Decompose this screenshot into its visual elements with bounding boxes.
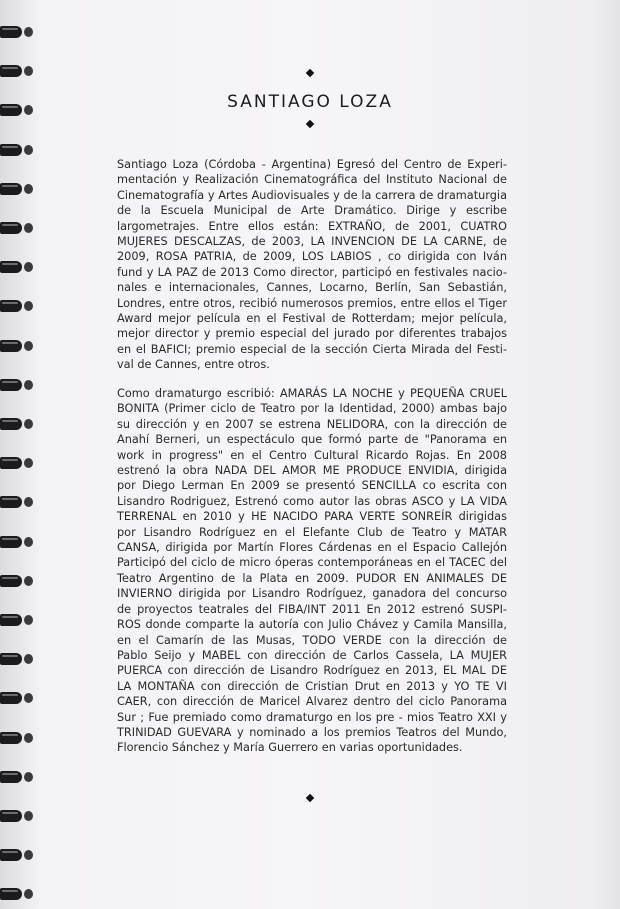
dramaturgy-line: Anahí Berneri, un espectáculo que formó parte de "Panorama en bbox=[117, 433, 507, 447]
dramaturgy-line: Sur ; Fue premiado como dramaturgo en los pre - mios Teatro XXI y bbox=[117, 710, 507, 724]
biography-paragraph bbox=[117, 157, 507, 373]
binding-ring bbox=[0, 375, 34, 395]
binding-ring bbox=[0, 257, 34, 277]
dramaturgy-line: CANSA, dirigida por Martín Flores Cárdenas en el Espacio Callejón bbox=[117, 541, 507, 555]
binding-ring bbox=[0, 414, 34, 434]
biography-line: fund y LA PAZ de 2013 Como director, participó en festivales nacio- bbox=[117, 265, 507, 279]
dramaturgy-line: Participó del ciclo de micro óperas contemporáneas en el TACEC del bbox=[117, 556, 507, 570]
top-diamond-ornament bbox=[306, 69, 314, 77]
dramaturgy-line: Pablo Seijo y MABEL con dirección de Carlos Cassela, LA MUJER bbox=[117, 648, 507, 662]
dramaturgy-line: TERRENAL en 2010 y HE NACIDO PARA VERTE SONREÍR dirigidas bbox=[117, 510, 507, 524]
biography-line: Londres, entre otros, recibió numerosos premios, entre ellos el Tiger bbox=[117, 296, 507, 310]
biography-line: nales e internacionales, Cannes, Locarno, Berlín, San Sebastián, bbox=[117, 281, 507, 295]
dramaturgy-line: por Lisandro Rodríguez en el Elefante Club de Teatro y MATAR bbox=[117, 525, 507, 539]
biography-line: mentación y Realización Cinematográfica del Instituto Nacional de bbox=[117, 173, 507, 187]
dramaturgy-line: Florencio Sánchez y María Guerrero en varias oportunidades. bbox=[117, 741, 463, 755]
binding-ring bbox=[0, 532, 34, 552]
binding-ring bbox=[0, 296, 34, 316]
binding-ring bbox=[0, 845, 34, 865]
dramaturgy-paragraph bbox=[117, 386, 507, 756]
biography-line: largometrajes. Entre ellos están: EXTRAÑO, de 2001, CUATRO bbox=[117, 219, 507, 233]
dramaturgy-line: en el Camarín de las Musas, TODO VERDE con la dirección de bbox=[117, 633, 507, 647]
binding-ring bbox=[0, 649, 34, 669]
dramaturgy-line: PUERCA con dirección de Lisandro Rodríguez en 2013, EL MAL DE bbox=[117, 664, 507, 678]
binding-ring bbox=[0, 218, 34, 238]
biography-line: Award mejor película en el Festival de Rotterdam; mejor película, bbox=[117, 312, 507, 326]
bottom-diamond-ornament bbox=[306, 794, 314, 802]
dramaturgy-line: BONITA (Primer ciclo de Teatro por la Identidad, 2000) ambas bajo bbox=[117, 402, 507, 416]
biography-line: Santiago Loza (Córdoba - Argentina) Egresó del Centro de Experi- bbox=[117, 158, 507, 171]
binding-ring bbox=[0, 492, 34, 512]
dramaturgy-line: de proyectos teatrales del FIBA/INT 2011 En 2012 estrenó SUSPI- bbox=[117, 602, 507, 616]
dramaturgy-line: por Diego Lerman En 2009 se presentó SENCILLA co escrita con bbox=[117, 479, 507, 493]
binding-ring bbox=[0, 336, 34, 356]
biography-line: de la Escuela Municipal de Arte Dramático. Dirige y escribe bbox=[117, 204, 507, 218]
dramaturgy-line: work in progress" en el Centro Cultural Ricardo Rojas. En 2008 bbox=[117, 448, 507, 462]
binding-ring bbox=[0, 728, 34, 748]
dramaturgy-line: estrenó la obra NADA DEL AMOR ME PRODUCE ENVIDIA, dirigida bbox=[117, 464, 507, 478]
biography-line: MUJERES DESCALZAS, de 2003, LA INVENCION DE LA CARNE, de bbox=[117, 235, 507, 249]
binding-ring bbox=[0, 61, 34, 81]
biography-line: 2009, ROSA PATRIA, de 2009, LOS LABIOS , co dirigida con Iván bbox=[117, 250, 507, 264]
dramaturgy-line: CAER, con dirección de Maricel Alvarez dentro del ciclo Panorama bbox=[117, 695, 507, 709]
binding-ring bbox=[0, 610, 34, 630]
binding-ring bbox=[0, 806, 34, 826]
biography-line: mejor director y premio especial del jurado por diferentes trabajos bbox=[117, 327, 507, 341]
dramaturgy-line: ROS donde comparte la autoría con Julio Chávez y Camila Mansilla, bbox=[117, 618, 507, 632]
biography-line: Cinematografía y Artes Audiovisuales y de la carrera de dramaturgia bbox=[117, 188, 507, 202]
binding-ring bbox=[0, 571, 34, 591]
spiral-binding bbox=[0, 0, 40, 909]
dramaturgy-line: LA MONTAÑA con dirección de Cristian Drut en 2013 y YO TE VI bbox=[117, 679, 507, 693]
page-title: SANTIAGO LOZA bbox=[227, 92, 393, 112]
title-diamond-ornament bbox=[306, 120, 314, 128]
binding-ring bbox=[0, 767, 34, 787]
binding-ring bbox=[0, 140, 34, 160]
binding-ring bbox=[0, 22, 34, 42]
binding-ring bbox=[0, 179, 34, 199]
dramaturgy-line: Como dramaturgo escribió: AMARÁS LA NOCHE y PEQUEÑA CRUEL bbox=[117, 387, 507, 400]
dramaturgy-line: su dirección y en 2007 se estrena NELIDORA, con la dirección de bbox=[117, 417, 507, 431]
dramaturgy-line: INVIERNO dirigida por Lisandro Rodríguez, ganadora del concurso bbox=[117, 587, 507, 601]
dramaturgy-line: Lisandro Rodriguez, Estrenó como autor las obras ASCO y LA VIDA bbox=[117, 494, 507, 508]
biography-line: en el BAFICI; premio especial de la sección Cierta Mirada del Festi- bbox=[117, 342, 507, 356]
dramaturgy-line: Teatro Argentino de la Plata en 2009. PUDOR EN ANIMALES DE bbox=[117, 571, 507, 585]
binding-ring bbox=[0, 884, 34, 904]
biography-line: val de Cannes, entre otros. bbox=[117, 358, 270, 372]
binding-ring bbox=[0, 453, 34, 473]
dramaturgy-line: TRINIDAD GUEVARA y nominado a los premios Teatros del Mundo, bbox=[117, 725, 507, 739]
binding-ring bbox=[0, 688, 34, 708]
